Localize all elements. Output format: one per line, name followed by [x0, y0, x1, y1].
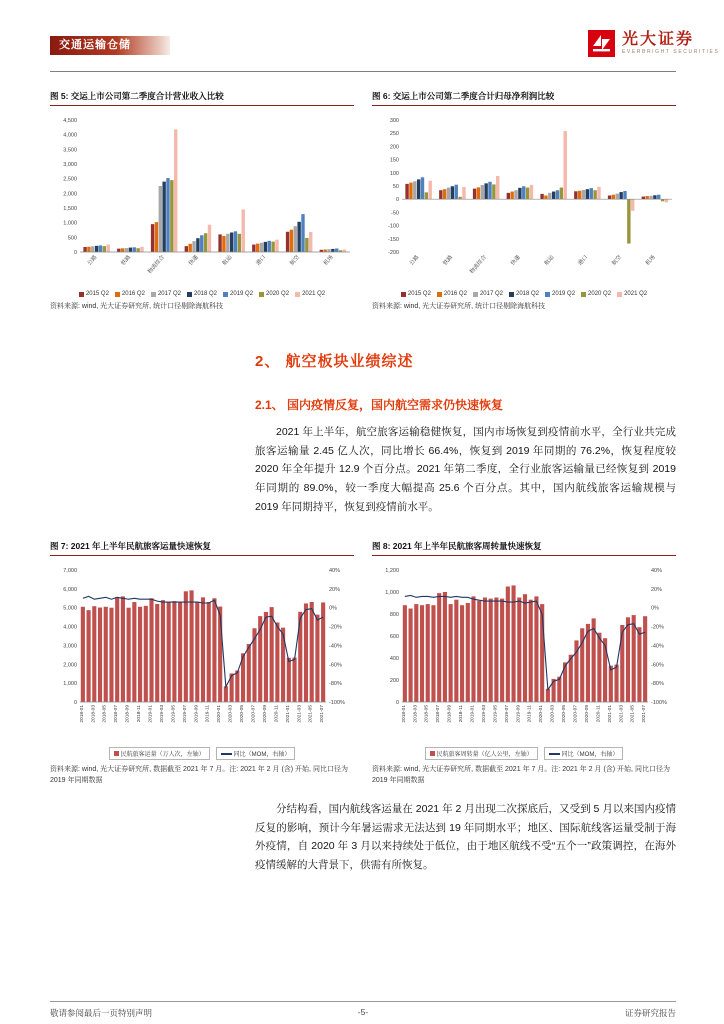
svg-text:-40%: -40%: [651, 643, 664, 650]
legend-item: 同比（MOM，右轴）: [216, 747, 296, 760]
svg-text:20%: 20%: [651, 586, 663, 593]
svg-text:-50: -50: [391, 210, 399, 217]
svg-text:2019-07: 2019-07: [182, 705, 188, 723]
svg-text:2018-03: 2018-03: [413, 705, 419, 723]
figure-5-chart: [50, 112, 354, 284]
svg-text:快递: 快递: [509, 254, 522, 267]
svg-text:公路: 公路: [408, 254, 421, 267]
svg-text:机场: 机场: [644, 254, 657, 267]
svg-text:航空: 航空: [611, 254, 623, 267]
svg-text:800: 800: [389, 612, 399, 618]
svg-text:2021-03: 2021-03: [619, 705, 625, 723]
figure-6: [372, 90, 676, 313]
figure-5-source: 资料来源: wind, 光大证券研究所, 统计口径剔除海航科技: [50, 303, 224, 310]
legend-item: 2021 Q2: [617, 291, 647, 297]
figure-8-legend: [372, 747, 676, 760]
svg-text:2020-03: 2020-03: [228, 705, 234, 723]
svg-text:-20%: -20%: [651, 624, 664, 631]
svg-text:2020-07: 2020-07: [573, 705, 579, 723]
svg-text:2018-11: 2018-11: [137, 705, 143, 723]
legend-item: 2016 Q2: [437, 291, 467, 297]
svg-text:2021-07: 2021-07: [320, 705, 326, 723]
svg-text:1,200: 1,200: [385, 568, 399, 574]
svg-text:40%: 40%: [329, 568, 341, 574]
svg-text:1,000: 1,000: [63, 220, 77, 227]
legend-item: 2017 Q2: [151, 291, 181, 297]
svg-text:100: 100: [389, 170, 399, 177]
svg-text:航空: 航空: [289, 254, 301, 267]
svg-text:2,000: 2,000: [63, 191, 77, 198]
legend-item: 2020 Q2: [259, 291, 289, 297]
svg-text:公路: 公路: [86, 254, 99, 267]
legend-item: 2017 Q2: [473, 291, 503, 297]
legend-item: 2020 Q2: [581, 291, 611, 297]
figure-6-legend: [372, 291, 676, 297]
svg-text:5,000: 5,000: [63, 605, 77, 612]
svg-text:2019-07: 2019-07: [504, 705, 510, 723]
svg-text:2019-09: 2019-09: [516, 705, 522, 723]
figure-5-title: 图 5: 交运上市公司第二季度合计营业收入比较: [50, 90, 354, 106]
svg-text:0: 0: [395, 700, 399, 706]
svg-text:-80%: -80%: [651, 681, 664, 688]
svg-text:航运: 航运: [543, 254, 556, 267]
svg-text:150: 150: [389, 157, 399, 164]
page-number: -5-: [357, 1007, 369, 1017]
svg-text:2020-01: 2020-01: [539, 705, 545, 723]
svg-text:2020-05: 2020-05: [240, 705, 246, 723]
svg-text:0: 0: [73, 250, 77, 256]
legend-item: 民航旅客运量（万人次，左轴）: [109, 747, 210, 760]
svg-text:7,000: 7,000: [63, 568, 77, 574]
svg-text:6,000: 6,000: [63, 586, 77, 593]
brand-logo: [588, 30, 719, 57]
svg-text:2019-01: 2019-01: [470, 705, 476, 723]
brand-text: [622, 31, 719, 56]
footer-disclaimer: 敬请参阅最后一页特别声明: [50, 1008, 153, 1018]
figure-7-chart: [50, 562, 354, 740]
figure-7-title: 图 7: 2021 年上半年民航旅客运量快速恢复: [50, 540, 354, 556]
svg-text:1,000: 1,000: [385, 590, 399, 596]
svg-text:4,500: 4,500: [63, 118, 77, 124]
figure-5: [50, 90, 354, 313]
svg-text:快递: 快递: [187, 254, 200, 267]
svg-text:物流综合: 物流综合: [469, 254, 488, 276]
svg-text:2019-03: 2019-03: [481, 705, 487, 723]
section-heading: 2、 航空板块业绩综述: [255, 353, 414, 370]
svg-text:600: 600: [389, 634, 399, 640]
svg-text:铁路: 铁路: [442, 254, 455, 267]
svg-text:2019-01: 2019-01: [148, 705, 154, 723]
svg-text:2019-03: 2019-03: [159, 705, 165, 723]
legend-item: 2018 Q2: [509, 291, 539, 297]
figure-8-chart: [372, 562, 676, 740]
figure-6-chart: [372, 112, 676, 284]
svg-text:-100%: -100%: [651, 700, 667, 706]
svg-text:2018-07: 2018-07: [436, 705, 442, 723]
figure-6-source: 资料来源: wind, 光大证券研究所, 统计口径剔除海航科技: [372, 303, 546, 310]
svg-text:2020-09: 2020-09: [262, 705, 268, 723]
legend-item: 2016 Q2: [115, 291, 145, 297]
svg-text:3,000: 3,000: [63, 162, 77, 168]
svg-text:2021-01: 2021-01: [607, 705, 613, 723]
svg-text:2021-05: 2021-05: [630, 705, 636, 723]
svg-text:2021-05: 2021-05: [308, 705, 314, 723]
svg-text:2018-11: 2018-11: [459, 705, 465, 723]
header-divider: [50, 71, 676, 72]
figure-8-source: 资料来源: wind, 光大证券研究所, 数据截至 2021 年 7 月。注: 2021 年 2 月 (含) 开始, 同比口径为 2019 年同期数据: [372, 766, 670, 784]
svg-text:2018-05: 2018-05: [424, 705, 430, 723]
svg-text:-100%: -100%: [329, 700, 345, 706]
svg-text:2020-01: 2020-01: [217, 705, 223, 723]
svg-text:-150: -150: [387, 236, 399, 243]
svg-text:2018-03: 2018-03: [91, 705, 97, 723]
svg-text:港口: 港口: [255, 254, 268, 267]
svg-text:50: 50: [392, 184, 399, 190]
brand-name-en: EVERBRIGHT SECURITIES: [622, 49, 720, 55]
svg-text:4,000: 4,000: [63, 624, 77, 631]
svg-text:2020-07: 2020-07: [251, 705, 257, 723]
svg-text:-60%: -60%: [329, 662, 342, 669]
svg-text:400: 400: [389, 656, 399, 662]
svg-text:2019-11: 2019-11: [527, 705, 533, 723]
svg-text:2019-05: 2019-05: [493, 705, 499, 723]
legend-item: 民航旅客周转量（亿人公里，左轴）: [425, 747, 538, 760]
figure-6-title: 图 6: 交运上市公司第二季度合计归母净利润比较: [372, 90, 676, 106]
svg-text:2020-11: 2020-11: [274, 705, 280, 723]
svg-text:3,500: 3,500: [63, 147, 77, 154]
svg-text:2020-09: 2020-09: [584, 705, 590, 723]
legend-item: 2019 Q2: [223, 291, 253, 297]
svg-text:0%: 0%: [329, 605, 337, 612]
figure-row-1: [50, 90, 676, 313]
svg-text:2018-01: 2018-01: [79, 705, 85, 723]
svg-text:2018-09: 2018-09: [125, 705, 131, 723]
svg-text:2018-05: 2018-05: [102, 705, 108, 723]
footer-divider: [50, 1001, 676, 1002]
svg-text:2018-01: 2018-01: [401, 705, 407, 723]
figure-row-2: [50, 540, 676, 786]
svg-text:-20%: -20%: [329, 624, 342, 631]
brand-name-cn: 光大证券: [622, 31, 695, 48]
svg-text:4,000: 4,000: [63, 132, 77, 139]
everbright-logo-icon: [588, 30, 615, 57]
figure-7-source: 资料来源: wind, 光大证券研究所, 数据截至 2021 年 7 月。注: 2021 年 2 月 (含) 开始, 同比口径为 2019 年同期数据: [50, 766, 348, 784]
svg-text:2019-05: 2019-05: [171, 705, 177, 723]
figure-7-legend: [50, 747, 354, 760]
svg-text:机场: 机场: [322, 254, 335, 267]
svg-text:1,000: 1,000: [63, 681, 77, 688]
svg-text:2018-09: 2018-09: [447, 705, 453, 723]
footer: [50, 1007, 676, 1019]
paragraph-2: 分结构看，国内航线客运量在 2021 年 2 月出现二次探底后，又受到 5 月以来国内疫情反复的影响，预计今年暑运需求无法达到 19 年同期水平；地区、国际航线客运量受制于海外疫情，自 2020 年 3 月以来持续处于低位，由于地区航线不受“五个一”政策调控，在海外疫情缓解的大背景下，供需有所恢复。: [255, 803, 676, 872]
figure-8-title: 图 8: 2021 年上半年民航旅客周转量快速恢复: [372, 540, 676, 556]
subsection-heading: 2.1、 国内疫情反复，国内航空需求仍快速恢复: [255, 398, 504, 412]
figure-8: [372, 540, 676, 786]
svg-text:-60%: -60%: [651, 662, 664, 669]
svg-text:物流综合: 物流综合: [147, 254, 166, 276]
svg-text:2020-11: 2020-11: [596, 705, 602, 723]
svg-text:2021-07: 2021-07: [642, 705, 648, 723]
svg-text:2020-03: 2020-03: [550, 705, 556, 723]
figure-5-legend: [50, 291, 354, 297]
figure-7: [50, 540, 354, 786]
legend-item: 2021 Q2: [295, 291, 325, 297]
svg-text:-100: -100: [387, 223, 399, 230]
svg-text:250: 250: [389, 131, 399, 138]
svg-text:2021-01: 2021-01: [285, 705, 291, 723]
svg-text:2,500: 2,500: [63, 176, 77, 183]
svg-text:-40%: -40%: [329, 643, 342, 650]
svg-text:40%: 40%: [651, 568, 663, 574]
footer-report-type: 证券研究报告: [624, 1008, 676, 1018]
legend-item: 2019 Q2: [545, 291, 575, 297]
svg-text:0: 0: [395, 197, 399, 204]
svg-text:-80%: -80%: [329, 681, 342, 688]
svg-text:航运: 航运: [221, 254, 234, 267]
svg-text:200: 200: [389, 678, 399, 684]
svg-text:20%: 20%: [329, 586, 341, 593]
svg-text:300: 300: [389, 118, 399, 124]
svg-text:1,500: 1,500: [63, 206, 77, 212]
svg-text:2021-03: 2021-03: [297, 705, 303, 723]
category-label: 交通运输仓储: [50, 36, 170, 55]
svg-text:2019-09: 2019-09: [194, 705, 200, 723]
legend-item: 2015 Q2: [401, 291, 431, 297]
legend-item: 同比（MOM，右轴）: [544, 747, 624, 760]
svg-text:0%: 0%: [651, 605, 659, 612]
svg-text:港口: 港口: [577, 254, 590, 267]
legend-item: 2015 Q2: [79, 291, 109, 297]
svg-text:-200: -200: [387, 250, 399, 256]
paragraph-1: 2021 年上半年，航空旅客运输稳健恢复，国内市场恢复到疫情前水平，全行业共完成旅客运输量 2.45 亿人次，同比增长 66.4%，恢复到 2019 年同期的 76.2%，恢复程度较 2020 年全年提升 12.9 个百分点。2021 年第二季度，全行业旅客运输量已经恢复到 2019 年同期的 89.0%，较一季度大幅提高 25.6 个百分点。其中，国内航线旅客运输规模与 2019 年同期持平，恢复到疫情前水平。: [255, 426, 676, 513]
svg-text:200: 200: [389, 144, 399, 151]
legend-item: 2018 Q2: [187, 291, 217, 297]
svg-text:2019-11: 2019-11: [205, 705, 211, 723]
svg-text:500: 500: [67, 235, 77, 242]
svg-text:铁路: 铁路: [120, 254, 133, 267]
svg-text:2018-07: 2018-07: [114, 705, 120, 723]
svg-text:2,000: 2,000: [63, 662, 77, 669]
svg-text:2020-05: 2020-05: [562, 705, 568, 723]
svg-text:3,000: 3,000: [63, 643, 77, 650]
svg-text:0: 0: [73, 700, 77, 706]
